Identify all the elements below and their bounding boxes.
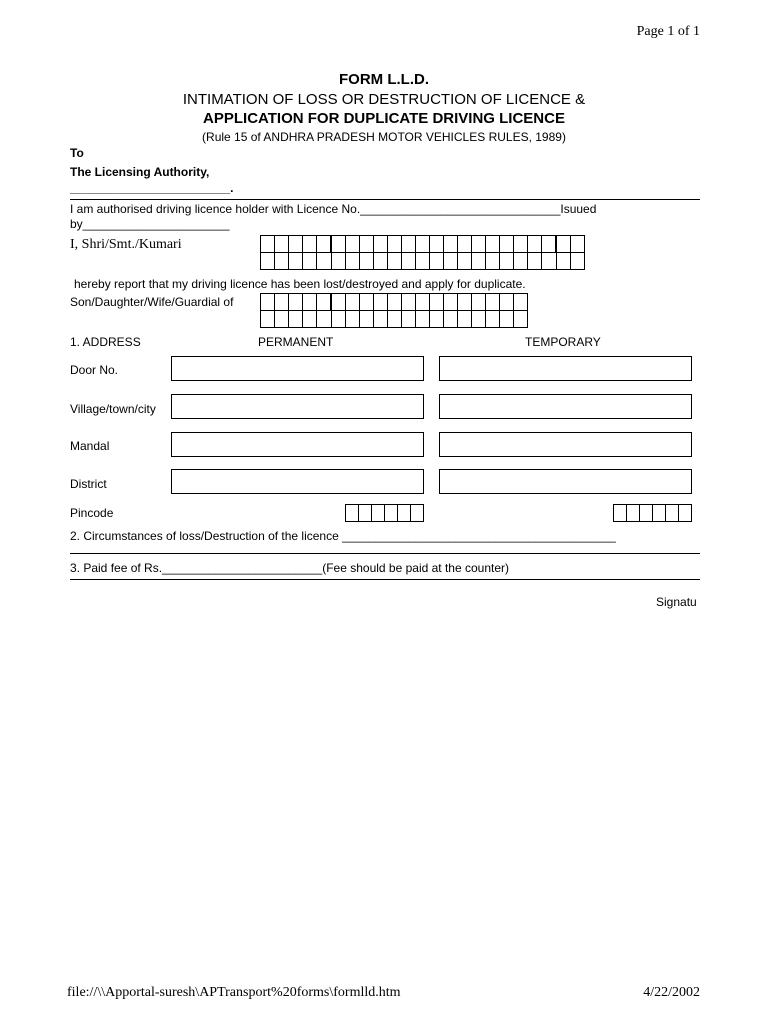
temporary-pincode-grid[interactable]: [613, 504, 692, 522]
temporary-village-input[interactable]: [439, 394, 692, 419]
permanent-mandal-input[interactable]: [171, 432, 424, 457]
permanent-pincode-grid[interactable]: [345, 504, 424, 522]
authority-blank: ________________________.: [70, 181, 234, 195]
district-label: District: [70, 477, 107, 491]
pincode-label: Pincode: [70, 506, 114, 520]
circumstances-continuation-line: [70, 553, 700, 554]
temporary-heading: TEMPORARY: [525, 335, 601, 349]
footer-date: 4/22/2002: [643, 985, 700, 1000]
village-town-city-label: Village/town/city: [70, 402, 156, 416]
permanent-district-input[interactable]: [171, 469, 424, 494]
door-no-label: Door No.: [70, 363, 119, 377]
page-number: Page 1 of 1: [636, 24, 700, 39]
temporary-district-input[interactable]: [439, 469, 692, 494]
address-heading: 1. ADDRESS: [70, 335, 141, 349]
report-statement: hereby report that my driving licence has been lost/destroyed and apply for duplicate.: [74, 277, 526, 291]
licence-number-line: I am authorised driving licence holder with Licence No.______________________________Isuued: [70, 202, 597, 216]
divider-bottom: [70, 579, 700, 580]
permanent-village-input[interactable]: [171, 394, 424, 419]
temporary-mandal-input[interactable]: [439, 432, 692, 457]
permanent-door-no-input[interactable]: [171, 356, 424, 381]
rule-reference: (Rule 15 of ANDHRA PRADESH MOTOR VEHICLES RULES, 1989): [202, 130, 566, 144]
form-title: FORM L.L.D.: [339, 71, 429, 88]
footer-file-path: file://\\Apportal-suresh\APTransport%20forms\formlld.htm: [67, 985, 401, 1000]
form-subtitle-line2: APPLICATION FOR DUPLICATE DRIVING LICENCE: [203, 110, 565, 127]
name-label: I, Shri/Smt./Kumari: [70, 237, 182, 252]
relation-label: Son/Daughter/Wife/Guardial of: [70, 295, 234, 309]
mandal-label: Mandal: [70, 439, 110, 453]
divider-top: [70, 199, 700, 200]
relation-char-grid[interactable]: [260, 293, 528, 328]
name-char-grid[interactable]: [260, 235, 585, 270]
form-subtitle-line1: INTIMATION OF LOSS OR DESTRUCTION OF LICENCE &: [182, 91, 586, 108]
licensing-authority-label: The Licensing Authority,: [70, 165, 210, 179]
to-label: To: [70, 146, 84, 160]
issued-by-line: by______________________: [70, 217, 230, 231]
temporary-door-no-input[interactable]: [439, 356, 692, 381]
permanent-heading: PERMANENT: [258, 335, 334, 349]
circumstances-label: 2. Circumstances of loss/Destruction of the licence _________________________________________: [70, 529, 616, 543]
fee-label: 3. Paid fee of Rs.________________________(Fee should be paid at the counter): [70, 561, 510, 575]
signature-label: Signatu: [656, 595, 697, 609]
